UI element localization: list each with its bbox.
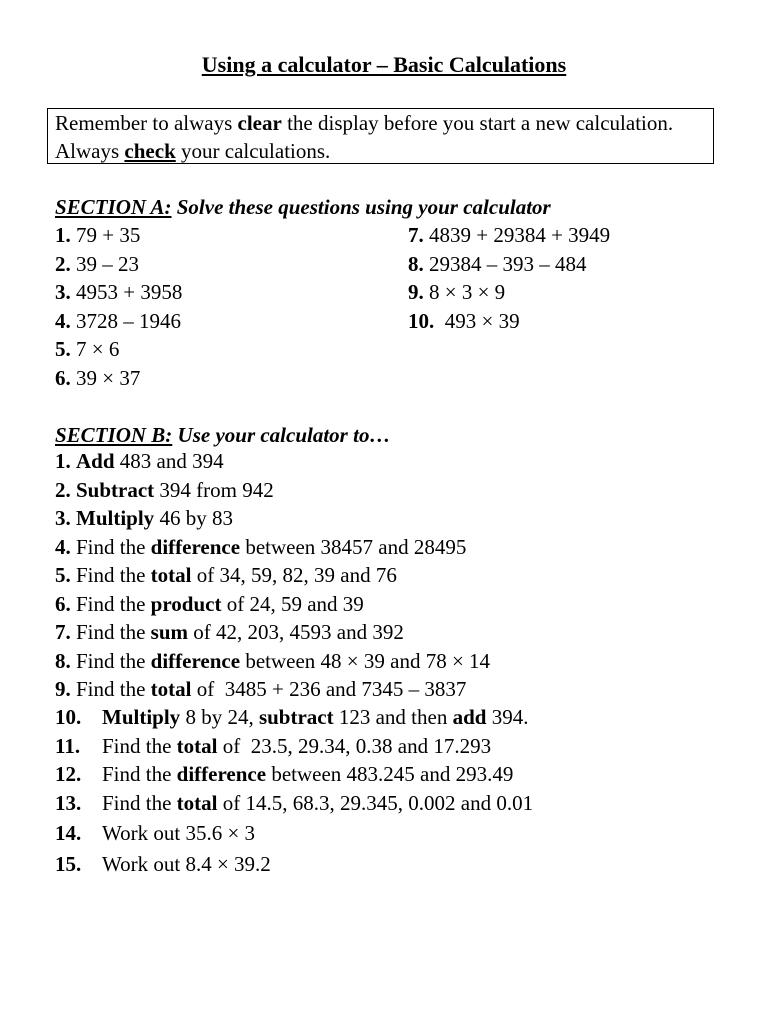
question-b9 bbox=[55, 675, 490, 704]
question-number: 2. bbox=[55, 477, 71, 502]
question-number: 10. bbox=[408, 308, 435, 333]
keyword: subtract bbox=[258, 705, 334, 729]
question-text: Work out 35.6 × 3 bbox=[102, 821, 256, 845]
reminder-text-3: your calculations. bbox=[175, 139, 331, 163]
question-expression: 493 × 39 bbox=[434, 308, 520, 333]
question-text: Find the bbox=[70, 620, 151, 644]
question-text: of 42, 203, 4593 and 392 bbox=[188, 620, 404, 644]
question-number: 10. bbox=[55, 705, 82, 729]
question-expression: 4839 + 29384 + 3949 bbox=[423, 223, 611, 247]
reminder-check-word: check bbox=[124, 139, 176, 163]
keyword: Subtract bbox=[76, 477, 155, 502]
question-number: 7. bbox=[55, 620, 71, 644]
question-number: 6. bbox=[55, 591, 71, 616]
question-expression: 7 × 6 bbox=[70, 337, 120, 361]
reminder-box bbox=[47, 108, 714, 164]
question-a4 bbox=[55, 307, 182, 336]
question-text: Find the bbox=[70, 534, 151, 559]
question-text: of 23.5, 29.34, 0.38 and 17.293 bbox=[217, 733, 492, 758]
question-a5 bbox=[55, 335, 182, 364]
question-number: 3. bbox=[55, 506, 71, 530]
question-number: 7. bbox=[408, 223, 424, 247]
reminder-text-1: Remember to always bbox=[55, 111, 238, 135]
question-a2 bbox=[55, 250, 182, 279]
question-b2 bbox=[55, 476, 490, 505]
section-b-label: SECTION B: bbox=[55, 423, 173, 447]
question-text: of 34, 59, 82, 39 and 76 bbox=[191, 563, 397, 587]
question-text: Find the bbox=[70, 648, 151, 673]
question-expression: 3728 – 1946 bbox=[70, 308, 181, 333]
question-number: 3. bbox=[55, 280, 71, 304]
section-a-label: SECTION A: bbox=[55, 195, 172, 219]
keyword: total bbox=[176, 790, 218, 815]
question-b15 bbox=[55, 850, 533, 879]
question-number: 1. bbox=[55, 223, 71, 247]
keyword: total bbox=[150, 677, 192, 701]
question-text: Find the bbox=[102, 762, 177, 786]
question-b11 bbox=[55, 732, 533, 761]
keyword: difference bbox=[150, 534, 241, 559]
question-a10 bbox=[408, 307, 610, 336]
question-b6 bbox=[55, 590, 490, 619]
keyword: difference bbox=[150, 648, 241, 673]
question-a8 bbox=[408, 250, 610, 279]
question-text: 8 by 24, bbox=[180, 705, 259, 729]
question-text: between 48 × 39 and 78 × 14 bbox=[240, 648, 491, 673]
question-text: of 24, 59 and 39 bbox=[221, 591, 364, 616]
question-b5 bbox=[55, 561, 490, 590]
section-b-instruction: Use your calculator to… bbox=[172, 423, 391, 447]
question-b10 bbox=[55, 703, 533, 732]
question-text: Find the bbox=[102, 733, 177, 758]
question-b12 bbox=[55, 760, 533, 789]
question-number: 5. bbox=[55, 563, 71, 587]
keyword: add bbox=[452, 705, 487, 729]
question-text: 394 from 942 bbox=[154, 477, 274, 502]
question-a9 bbox=[408, 278, 610, 307]
question-a7 bbox=[408, 221, 610, 250]
section-a-right-column bbox=[408, 221, 610, 335]
question-number: 2. bbox=[55, 251, 71, 276]
question-number: 9. bbox=[408, 280, 424, 304]
question-number: 15. bbox=[55, 851, 82, 876]
question-text: of 14.5, 68.3, 29.345, 0.002 and 0.01 bbox=[217, 790, 534, 815]
question-number: 9. bbox=[55, 677, 71, 701]
question-number: 5. bbox=[55, 337, 71, 361]
section-a-left-column bbox=[55, 221, 182, 392]
keyword: sum bbox=[150, 620, 189, 644]
question-a3 bbox=[55, 278, 182, 307]
question-text: 46 by 83 bbox=[154, 506, 233, 530]
section-a-heading bbox=[55, 193, 551, 221]
keyword: product bbox=[150, 591, 222, 616]
question-number: 1. bbox=[55, 449, 71, 473]
question-number: 4. bbox=[55, 534, 71, 559]
question-number: 8. bbox=[55, 648, 71, 673]
reminder-clear-word: clear bbox=[237, 111, 282, 135]
question-text: 123 and then bbox=[333, 705, 453, 729]
question-b7 bbox=[55, 618, 490, 647]
section-b-list bbox=[55, 447, 490, 704]
question-text: between 483.245 and 293.49 bbox=[266, 762, 514, 786]
question-text: Find the bbox=[102, 790, 177, 815]
reminder-text-2: the display before you start a new calculation. Always bbox=[55, 111, 674, 163]
section-b-heading bbox=[55, 421, 390, 449]
question-text: Find the bbox=[70, 563, 151, 587]
question-expression: 39 × 37 bbox=[70, 365, 141, 390]
question-text: Find the bbox=[70, 677, 151, 701]
keyword: Multiply bbox=[102, 705, 181, 729]
question-b14 bbox=[55, 819, 533, 848]
keyword: total bbox=[150, 563, 192, 587]
question-text: Work out 8.4 × 39.2 bbox=[102, 851, 271, 876]
question-b13 bbox=[55, 789, 533, 818]
section-a-instruction: Solve these questions using your calculator bbox=[171, 195, 551, 219]
question-number: 8. bbox=[408, 251, 424, 276]
question-number: 12. bbox=[55, 762, 82, 786]
keyword: difference bbox=[176, 762, 267, 786]
question-text: of 3485 + 236 and 7345 – 3837 bbox=[191, 677, 467, 701]
question-number: 6. bbox=[55, 365, 71, 390]
keyword: Add bbox=[76, 449, 115, 473]
question-number: 4. bbox=[55, 308, 71, 333]
question-b3 bbox=[55, 504, 490, 533]
question-expression: 79 + 35 bbox=[70, 223, 141, 247]
question-text: 394. bbox=[486, 705, 529, 729]
question-expression: 39 – 23 bbox=[70, 251, 139, 276]
question-text: 483 and 394 bbox=[114, 449, 224, 473]
question-text: Find the bbox=[70, 591, 151, 616]
question-text: between 38457 and 28495 bbox=[240, 534, 467, 559]
question-a1 bbox=[55, 221, 182, 250]
keyword: total bbox=[176, 733, 218, 758]
question-number: 13. bbox=[55, 790, 82, 815]
question-b1 bbox=[55, 447, 490, 476]
question-expression: 8 × 3 × 9 bbox=[423, 280, 506, 304]
keyword: Multiply bbox=[76, 506, 155, 530]
question-a6 bbox=[55, 364, 182, 393]
worksheet-title: Using a calculator – Basic Calculations bbox=[201, 52, 567, 77]
question-b4 bbox=[55, 533, 490, 562]
question-expression: 4953 + 3958 bbox=[70, 280, 183, 304]
question-number: 11. bbox=[55, 733, 81, 758]
question-b8 bbox=[55, 647, 490, 676]
question-expression: 29384 – 393 – 484 bbox=[423, 251, 587, 276]
section-b-list-continued bbox=[55, 703, 533, 878]
question-number: 14. bbox=[55, 821, 82, 845]
